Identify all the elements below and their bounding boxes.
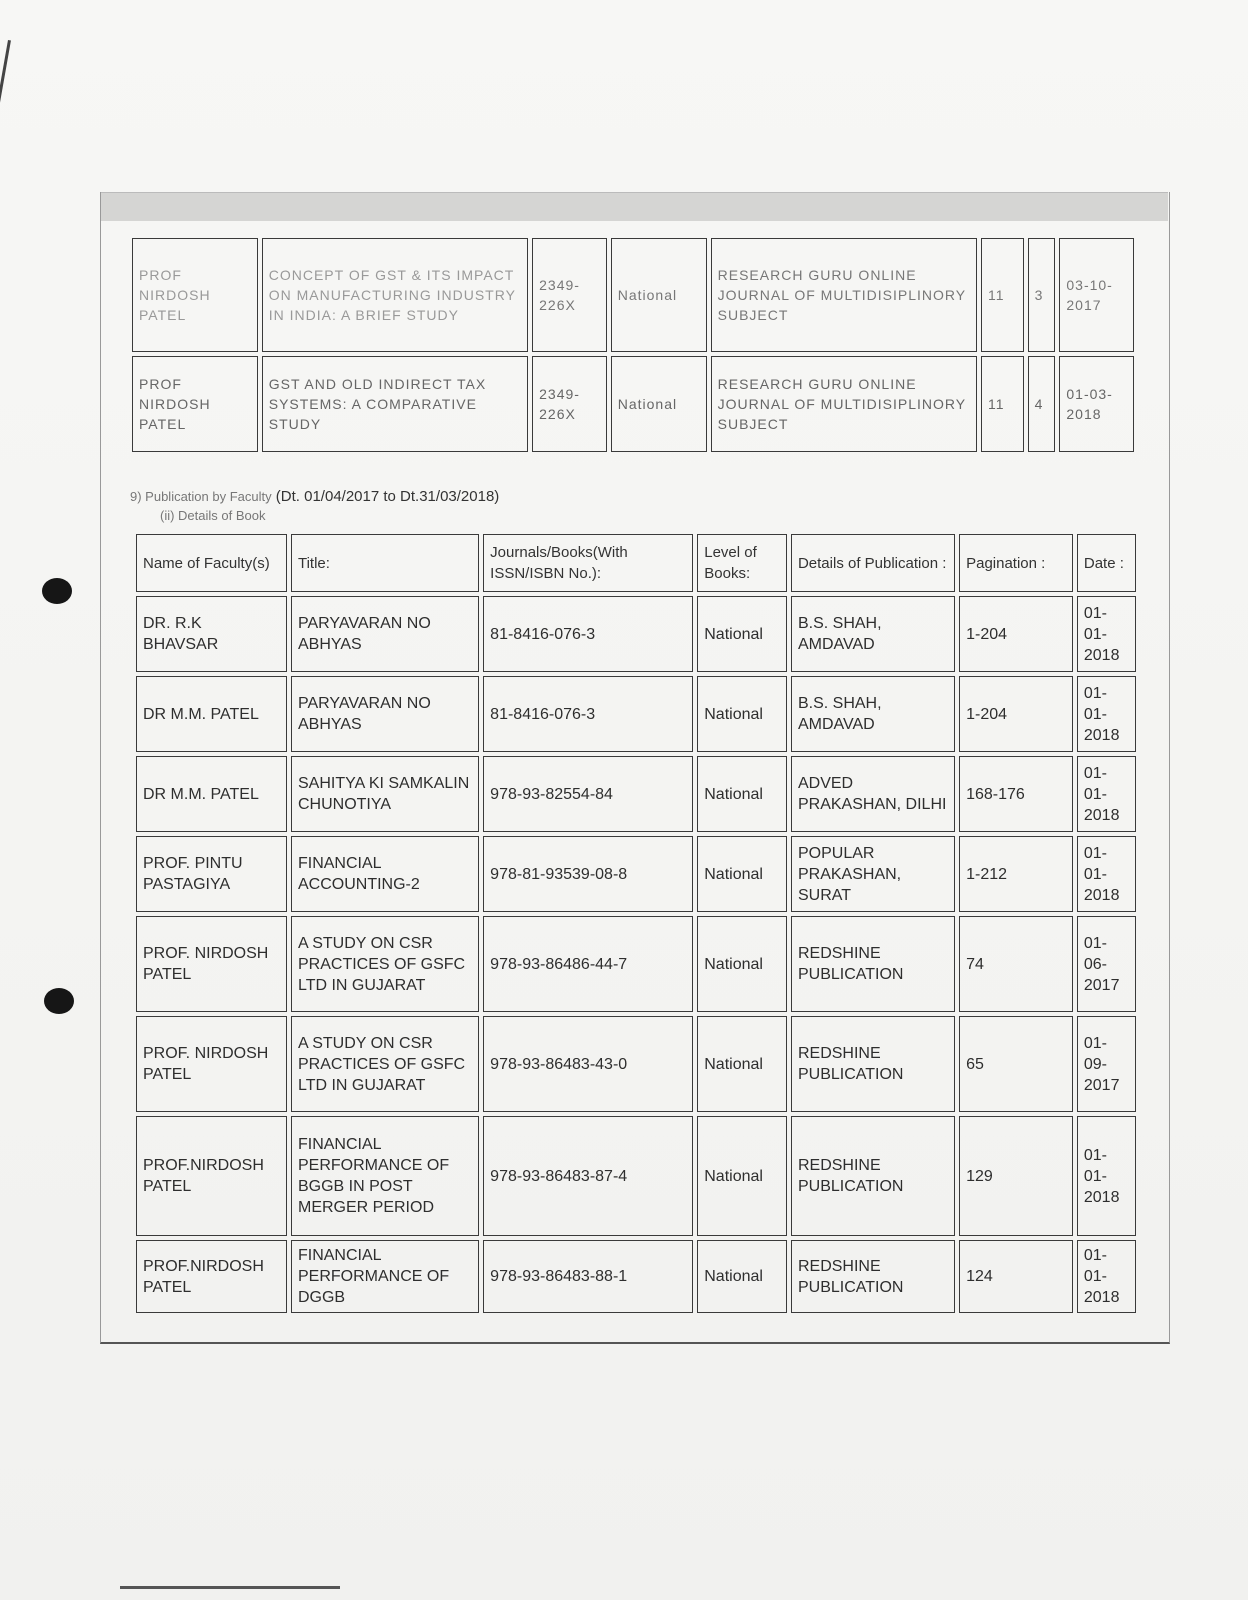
book-title: FINANCIAL ACCOUNTING-2 (291, 836, 479, 912)
publication-details: B.S. SHAH, AMDAVAD (791, 676, 955, 752)
pagination: 65 (959, 1016, 1073, 1112)
faculty-name: DR M.M. PATEL (136, 756, 287, 832)
book-title: PARYAVARAN NO ABHYAS (291, 676, 479, 752)
header-pagination: Pagination : (959, 534, 1073, 592)
pagination: 129 (959, 1116, 1073, 1236)
date: 03-10-2017 (1059, 238, 1134, 352)
table-row (136, 676, 1136, 752)
book-title: A STUDY ON CSR PRACTICES OF GSFC LTD IN GUJARAT (291, 1016, 479, 1112)
pagination: 1-204 (959, 676, 1073, 752)
level: National (697, 596, 787, 672)
faculty-name: PROF. NIRDOSH PATEL (136, 1016, 287, 1112)
isbn: 81-8416-076-3 (483, 676, 693, 752)
table-row (136, 836, 1136, 912)
book-title: A STUDY ON CSR PRACTICES OF GSFC LTD IN GUJARAT (291, 916, 479, 1012)
faculty-name: PROF.NIRDOSH PATEL (136, 1240, 287, 1313)
isbn: 978-93-86483-87-4 (483, 1116, 693, 1236)
pagination: 124 (959, 1240, 1073, 1313)
issn: 2349-226X (532, 238, 607, 352)
level: National (697, 916, 787, 1012)
table-row (136, 916, 1136, 1012)
faculty-name: PROF.NIRDOSH PATEL (136, 1116, 287, 1236)
pagination: 74 (959, 916, 1073, 1012)
paper-bottom-line (120, 1586, 340, 1589)
faculty-name: PROF NIRDOSH PATEL (132, 238, 258, 352)
date: 01-01-2018 (1077, 1116, 1136, 1236)
level: National (697, 1116, 787, 1236)
publication-details: POPULAR PRAKASHAN, SURAT (791, 836, 955, 912)
issn: 2349-226X (532, 356, 607, 452)
book-title: SAHITYA KI SAMKALIN CHUNOTIYA (291, 756, 479, 832)
punch-hole-icon (44, 988, 74, 1014)
journal-name: RESEARCH GURU ONLINE JOURNAL OF MULTIDISIPLINORY SUBJECT (711, 238, 977, 352)
table-row (132, 356, 1134, 452)
section-heading (130, 488, 499, 505)
pagination: 168-176 (959, 756, 1073, 832)
pagination: 1-204 (959, 596, 1073, 672)
isbn: 81-8416-076-3 (483, 596, 693, 672)
header-details: Details of Publication : (791, 534, 955, 592)
book-table (132, 530, 1140, 1317)
section-heading-range: (Dt. 01/04/2017 to Dt.31/03/2018) (275, 488, 500, 505)
issue: 3 (1028, 238, 1056, 352)
section-heading-prefix: 9) Publication by Faculty (130, 489, 272, 504)
table-row (136, 1116, 1136, 1236)
publication-details: B.S. SHAH, AMDAVAD (791, 596, 955, 672)
faculty-name: PROF. PINTU PASTAGIYA (136, 836, 287, 912)
level: National (697, 836, 787, 912)
faculty-name: PROF. NIRDOSH PATEL (136, 916, 287, 1012)
paper-title: CONCEPT OF GST & ITS IMPACT ON MANUFACTURING INDUSTRY IN INDIA: A BRIEF STUDY (262, 238, 528, 352)
date: 01-01-2018 (1077, 836, 1136, 912)
level: National (697, 1016, 787, 1112)
volume: 11 (981, 238, 1024, 352)
date: 01-03-2018 (1059, 356, 1134, 452)
publication-details: REDSHINE PUBLICATION (791, 1240, 955, 1313)
publication-details: ADVED PRAKASHAN, DILHI (791, 756, 955, 832)
publication-details: REDSHINE PUBLICATION (791, 1016, 955, 1112)
level: National (697, 1240, 787, 1313)
date: 01-09-2017 (1077, 1016, 1136, 1112)
header-journal: Journals/Books(With ISSN/ISBN No.): (483, 534, 693, 592)
faculty-name: DR. R.K BHAVSAR (136, 596, 287, 672)
isbn: 978-81-93539-08-8 (483, 836, 693, 912)
book-title: PARYAVARAN NO ABHYAS (291, 596, 479, 672)
level: National (611, 356, 707, 452)
faculty-name: DR M.M. PATEL (136, 676, 287, 752)
isbn: 978-93-86483-88-1 (483, 1240, 693, 1313)
faculty-name: PROF NIRDOSH PATEL (132, 356, 258, 452)
table-row (132, 238, 1134, 352)
issue: 4 (1028, 356, 1056, 452)
publication-details: REDSHINE PUBLICATION (791, 916, 955, 1012)
header-level: Level of Books: (697, 534, 787, 592)
level: National (611, 238, 707, 352)
pagination: 1-212 (959, 836, 1073, 912)
table-row (136, 1240, 1136, 1313)
publication-details: REDSHINE PUBLICATION (791, 1116, 955, 1236)
journal-table (128, 234, 1138, 456)
date: 01-06-2017 (1077, 916, 1136, 1012)
table-row (136, 596, 1136, 672)
level: National (697, 756, 787, 832)
isbn: 978-93-86486-44-7 (483, 916, 693, 1012)
header-name: Name of Faculty(s) (136, 534, 287, 592)
book-title: FINANCIAL PERFORMANCE OF DGGB (291, 1240, 479, 1313)
date: 01-01-2018 (1077, 676, 1136, 752)
header-title: Title: (291, 534, 479, 592)
punch-hole-icon (42, 578, 72, 604)
isbn: 978-93-86483-43-0 (483, 1016, 693, 1112)
journal-name: RESEARCH GURU ONLINE JOURNAL OF MULTIDISIPLINORY SUBJECT (711, 356, 977, 452)
isbn: 978-93-82554-84 (483, 756, 693, 832)
date: 01-01-2018 (1077, 756, 1136, 832)
level: National (697, 676, 787, 752)
paper-title: GST AND OLD INDIRECT TAX SYSTEMS: A COMPARATIVE STUDY (262, 356, 528, 452)
header-date: Date : (1077, 534, 1136, 592)
date: 01-01-2018 (1077, 1240, 1136, 1313)
table-row (136, 756, 1136, 832)
section-subheading: (ii) Details of Book (160, 508, 266, 523)
table-header-row (136, 534, 1136, 592)
table-row (136, 1016, 1136, 1112)
volume: 11 (981, 356, 1024, 452)
date: 01-01-2018 (1077, 596, 1136, 672)
book-title: FINANCIAL PERFORMANCE OF BGGB IN POST MERGER PERIOD (291, 1116, 479, 1236)
